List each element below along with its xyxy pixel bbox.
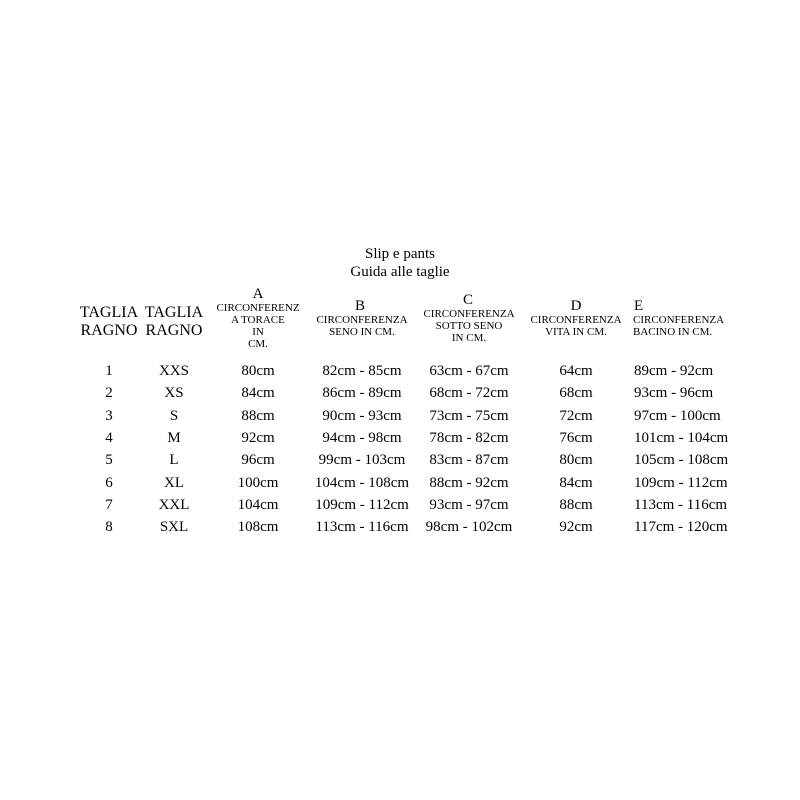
- header-col2-line2: RAGNO: [145, 322, 203, 339]
- header-c-letter: C: [463, 292, 474, 308]
- header-a: [208, 287, 308, 350]
- header-d: [524, 299, 628, 338]
- header-a-line-4: CM.: [248, 338, 268, 350]
- table-cell: 89cm - 92cm: [634, 363, 714, 379]
- table-cell: XL: [164, 475, 184, 491]
- table-cell: 73cm - 75cm: [429, 408, 509, 424]
- header-e: [633, 299, 737, 338]
- table-cell: 99cm - 103cm: [318, 452, 406, 468]
- table-cell: 117cm - 120cm: [634, 519, 728, 535]
- header-b-letter: B: [355, 298, 366, 314]
- table-cell: 113cm - 116cm: [315, 519, 409, 535]
- table-cell: 2: [105, 385, 113, 401]
- header-a-line-2: A TORACE: [231, 314, 285, 326]
- table-cell: XXL: [158, 497, 190, 513]
- table-cell: 93cm - 97cm: [429, 497, 509, 513]
- table-cell: 82cm - 85cm: [322, 363, 402, 379]
- table-cell: 68cm - 72cm: [429, 385, 509, 401]
- table-cell: 3: [105, 408, 113, 424]
- table-cell: 64cm: [559, 363, 593, 379]
- table-cell: 5: [105, 452, 113, 468]
- table-cell: 83cm - 87cm: [429, 452, 509, 468]
- header-col1-line1: TAGLIA: [79, 304, 139, 321]
- table-cell: 76cm: [559, 430, 593, 446]
- table-cell: 113cm - 116cm: [634, 497, 728, 513]
- table-cell: 88cm: [241, 408, 275, 424]
- table-cell: 88cm - 92cm: [429, 475, 509, 491]
- header-a-line-1: CIRCONFERENZ: [216, 302, 300, 314]
- header-a-letter: A: [252, 286, 264, 302]
- header-e-line-2: BACINO IN CM.: [633, 326, 713, 338]
- table-cell: 105cm - 108cm: [634, 452, 729, 468]
- table-cell: 78cm - 82cm: [429, 430, 509, 446]
- header-c-line-1: CIRCONFERENZA: [423, 308, 515, 320]
- table-cell: 109cm - 112cm: [634, 475, 728, 491]
- table-cell: 4: [105, 430, 113, 446]
- table-cell: 90cm - 93cm: [322, 408, 402, 424]
- table-cell: 8: [105, 519, 113, 535]
- title-line-2: Guida alle taglie: [350, 264, 450, 280]
- header-col1-line2: RAGNO: [80, 322, 138, 339]
- table-cell: 96cm: [241, 452, 275, 468]
- table-cell: 109cm - 112cm: [315, 497, 409, 513]
- table-cell: 100cm: [237, 475, 279, 491]
- header-c: [418, 293, 520, 344]
- table-cell: 84cm: [559, 475, 593, 491]
- header-c-line-2: SOTTO SENO: [435, 320, 503, 332]
- table-cell: 63cm - 67cm: [429, 363, 509, 379]
- header-b-line-1: CIRCONFERENZA: [316, 314, 408, 326]
- header-a-line-3: IN: [252, 326, 264, 338]
- table-cell: 104cm - 108cm: [314, 475, 410, 491]
- header-d-letter: D: [570, 298, 582, 314]
- table-cell: 1: [105, 363, 113, 379]
- table-cell: L: [169, 452, 179, 468]
- header-taglia-ragno-2: [143, 304, 205, 340]
- header-col2-line1: TAGLIA: [144, 304, 204, 321]
- table-cell: 80cm: [559, 452, 593, 468]
- table-cell: XXS: [158, 363, 189, 379]
- table-cell: 84cm: [241, 385, 275, 401]
- table-cell: 101cm - 104cm: [634, 430, 729, 446]
- table-cell: 7: [105, 497, 113, 513]
- header-b-line-2: SENO IN CM.: [329, 326, 395, 338]
- table-cell: S: [169, 408, 179, 424]
- header-taglia-ragno-1: [78, 304, 140, 340]
- table-cell: 88cm: [559, 497, 593, 513]
- table-cell: 6: [105, 475, 113, 491]
- header-d-line-2: VITA IN CM.: [545, 326, 607, 338]
- header-e-letter: E: [634, 298, 644, 314]
- header-c-line-3: IN CM.: [451, 332, 487, 344]
- table-cell: 80cm: [241, 363, 275, 379]
- table-cell: 72cm: [559, 408, 593, 424]
- header-e-line-1: CIRCONFERENZA: [633, 314, 725, 326]
- table-cell: 93cm - 96cm: [634, 385, 714, 401]
- table-cell: 68cm: [559, 385, 593, 401]
- table-cell: 92cm: [559, 519, 593, 535]
- table-cell: XS: [164, 385, 184, 401]
- header-d-line-1: CIRCONFERENZA: [530, 314, 622, 326]
- table-cell: 108cm: [237, 519, 279, 535]
- table-cell: 104cm: [237, 497, 279, 513]
- table-cell: 94cm - 98cm: [322, 430, 402, 446]
- table-cell: 86cm - 89cm: [322, 385, 402, 401]
- table-cell: SXL: [159, 519, 189, 535]
- table-cell: M: [167, 430, 181, 446]
- title-line-1: Slip e pants: [365, 246, 435, 262]
- table-cell: 97cm - 100cm: [634, 408, 721, 424]
- table-cell: 98cm - 102cm: [425, 519, 513, 535]
- table-cell: 92cm: [241, 430, 275, 446]
- header-b: [311, 299, 413, 338]
